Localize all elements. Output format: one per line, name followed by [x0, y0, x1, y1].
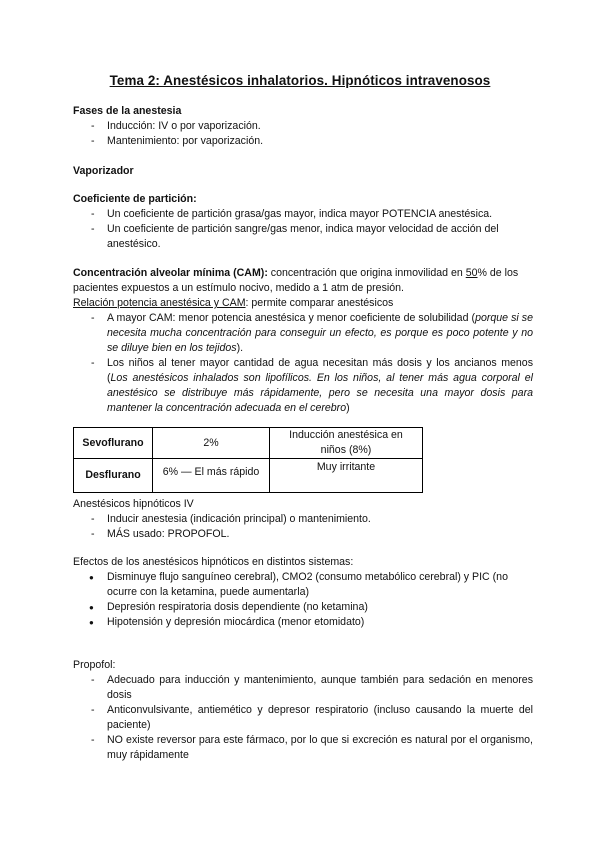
- list-item: ● Depresión respiratoria dosis dependiente (no ketamina): [73, 600, 533, 615]
- table-cell-name: Sevoflurano: [74, 428, 153, 459]
- section-cam: [73, 266, 533, 416]
- cam-item2-end: ): [346, 402, 350, 414]
- cam-item1-text: A mayor CAM: menor potencia anestésica y menor coeficiente de solubilidad (: [107, 312, 476, 324]
- table-row: [74, 459, 423, 493]
- cam-relacion-label: Relación potencia anestésica y CAM: [73, 297, 246, 309]
- list-item: - Inducción: IV o por vaporización.: [73, 119, 533, 134]
- cam-pct: 50: [465, 267, 478, 279]
- cam-heading: Concentración alveolar mínima (CAM):: [73, 267, 268, 279]
- table-cell-name: Desflurano: [74, 459, 153, 493]
- propofol-heading: Propofol:: [73, 659, 116, 671]
- list-item: - MÁS usado: PROPOFOL.: [73, 527, 533, 542]
- list-item: - Mantenimiento: por vaporización.: [73, 134, 533, 149]
- efectos-list: [73, 570, 533, 630]
- fases-heading: Fases de la anestesia: [73, 105, 182, 117]
- list-item: - Un coeficiente de partición grasa/gas mayor, indica mayor POTENCIA anestésica.: [73, 207, 533, 222]
- list-item: ● Disminuye flujo sanguíneo cerebral), CMO2 (consumo metabólico cerebral) y PIC (no ocurre con la ketamina, puede aumentarla): [73, 570, 533, 600]
- section-propofol: [73, 658, 533, 763]
- section-fases: [73, 104, 533, 149]
- list-item: [73, 356, 533, 416]
- propofol-list: [73, 673, 533, 763]
- cam-item1-italic: porque si se necesita mucha concentración para conseguir un efecto, es porque es poco potente y no se diluye bien en los tejidos: [107, 312, 533, 354]
- cam-text-b: % de los pacientes expuestos a un estímulo nocivo, medido a 1 atm de presión.: [73, 267, 519, 294]
- list-item: [73, 311, 533, 356]
- cam-item2-italic: Los anestésicos inhalados son lipofílicos. En los niños, al tener más agua corporal el anestésico se distribuye más rápidamente, pero se necesita una mayor dosis para mantener la concentración adecuada en el cerebro: [107, 372, 533, 414]
- list-item: - Inducir anestesia (indicación principal) o mantenimiento.: [73, 512, 533, 527]
- cam-paragraph: [73, 266, 533, 296]
- efectos-heading: Efectos de los anestésicos hipnóticos en distintos sistemas:: [73, 556, 354, 568]
- hipnoticos-list: [73, 512, 533, 542]
- anesthetics-table: [73, 427, 423, 493]
- page-title: Tema 2: Anestésicos inhalatorios. Hipnóticos intravenosos: [109, 73, 491, 88]
- table-cell-note: Muy irritante: [270, 459, 423, 493]
- cam-relacion-text: : permite comparar anestésicos: [245, 297, 394, 309]
- list-item: - Anticonvulsivante, antiemético y depresor respiratorio (incluso causando la muerte del paciente): [73, 703, 533, 733]
- table-row: [74, 428, 423, 459]
- cam-relacion: [73, 296, 533, 311]
- section-coeficiente: [73, 192, 533, 252]
- hipnoticos-heading: Anestésicos hipnóticos IV: [73, 498, 194, 510]
- table-cell-value: 6% — El más rápido: [153, 459, 270, 493]
- cam-item1-end: ).: [236, 342, 244, 354]
- fases-list: [73, 119, 533, 149]
- list-item: - NO existe reversor para este fármaco, por lo que si excreción es natural por el organismo, muy rápidamente: [73, 733, 533, 763]
- cam-list: [73, 311, 533, 416]
- coeficiente-list: [73, 207, 533, 252]
- coeficiente-heading: Coeficiente de partición:: [73, 193, 197, 205]
- cam-text-a: concentración que origina inmovilidad en: [267, 267, 466, 279]
- section-vaporizador: [73, 164, 533, 179]
- section-efectos: [73, 555, 533, 630]
- vaporizador-heading: Vaporizador: [73, 165, 134, 177]
- list-item: - Adecuado para inducción y mantenimiento, aunque también para sedación en menores dosis: [73, 673, 533, 703]
- table-cell-note: Inducción anestésica en niños (8%): [270, 428, 423, 459]
- list-item: - Un coeficiente de partición sangre/gas menor, indica mayor velocidad de acción del anestésico.: [73, 222, 533, 252]
- cam-item2-text: Los niños al tener mayor cantidad de agua necesitan más dosis y los ancianos menos (: [107, 357, 533, 384]
- section-hipnoticos: [73, 497, 533, 542]
- list-item: ● Hipotensión y depresión miocárdica (menor etomidato): [73, 615, 533, 630]
- table-cell-value: 2%: [153, 428, 270, 459]
